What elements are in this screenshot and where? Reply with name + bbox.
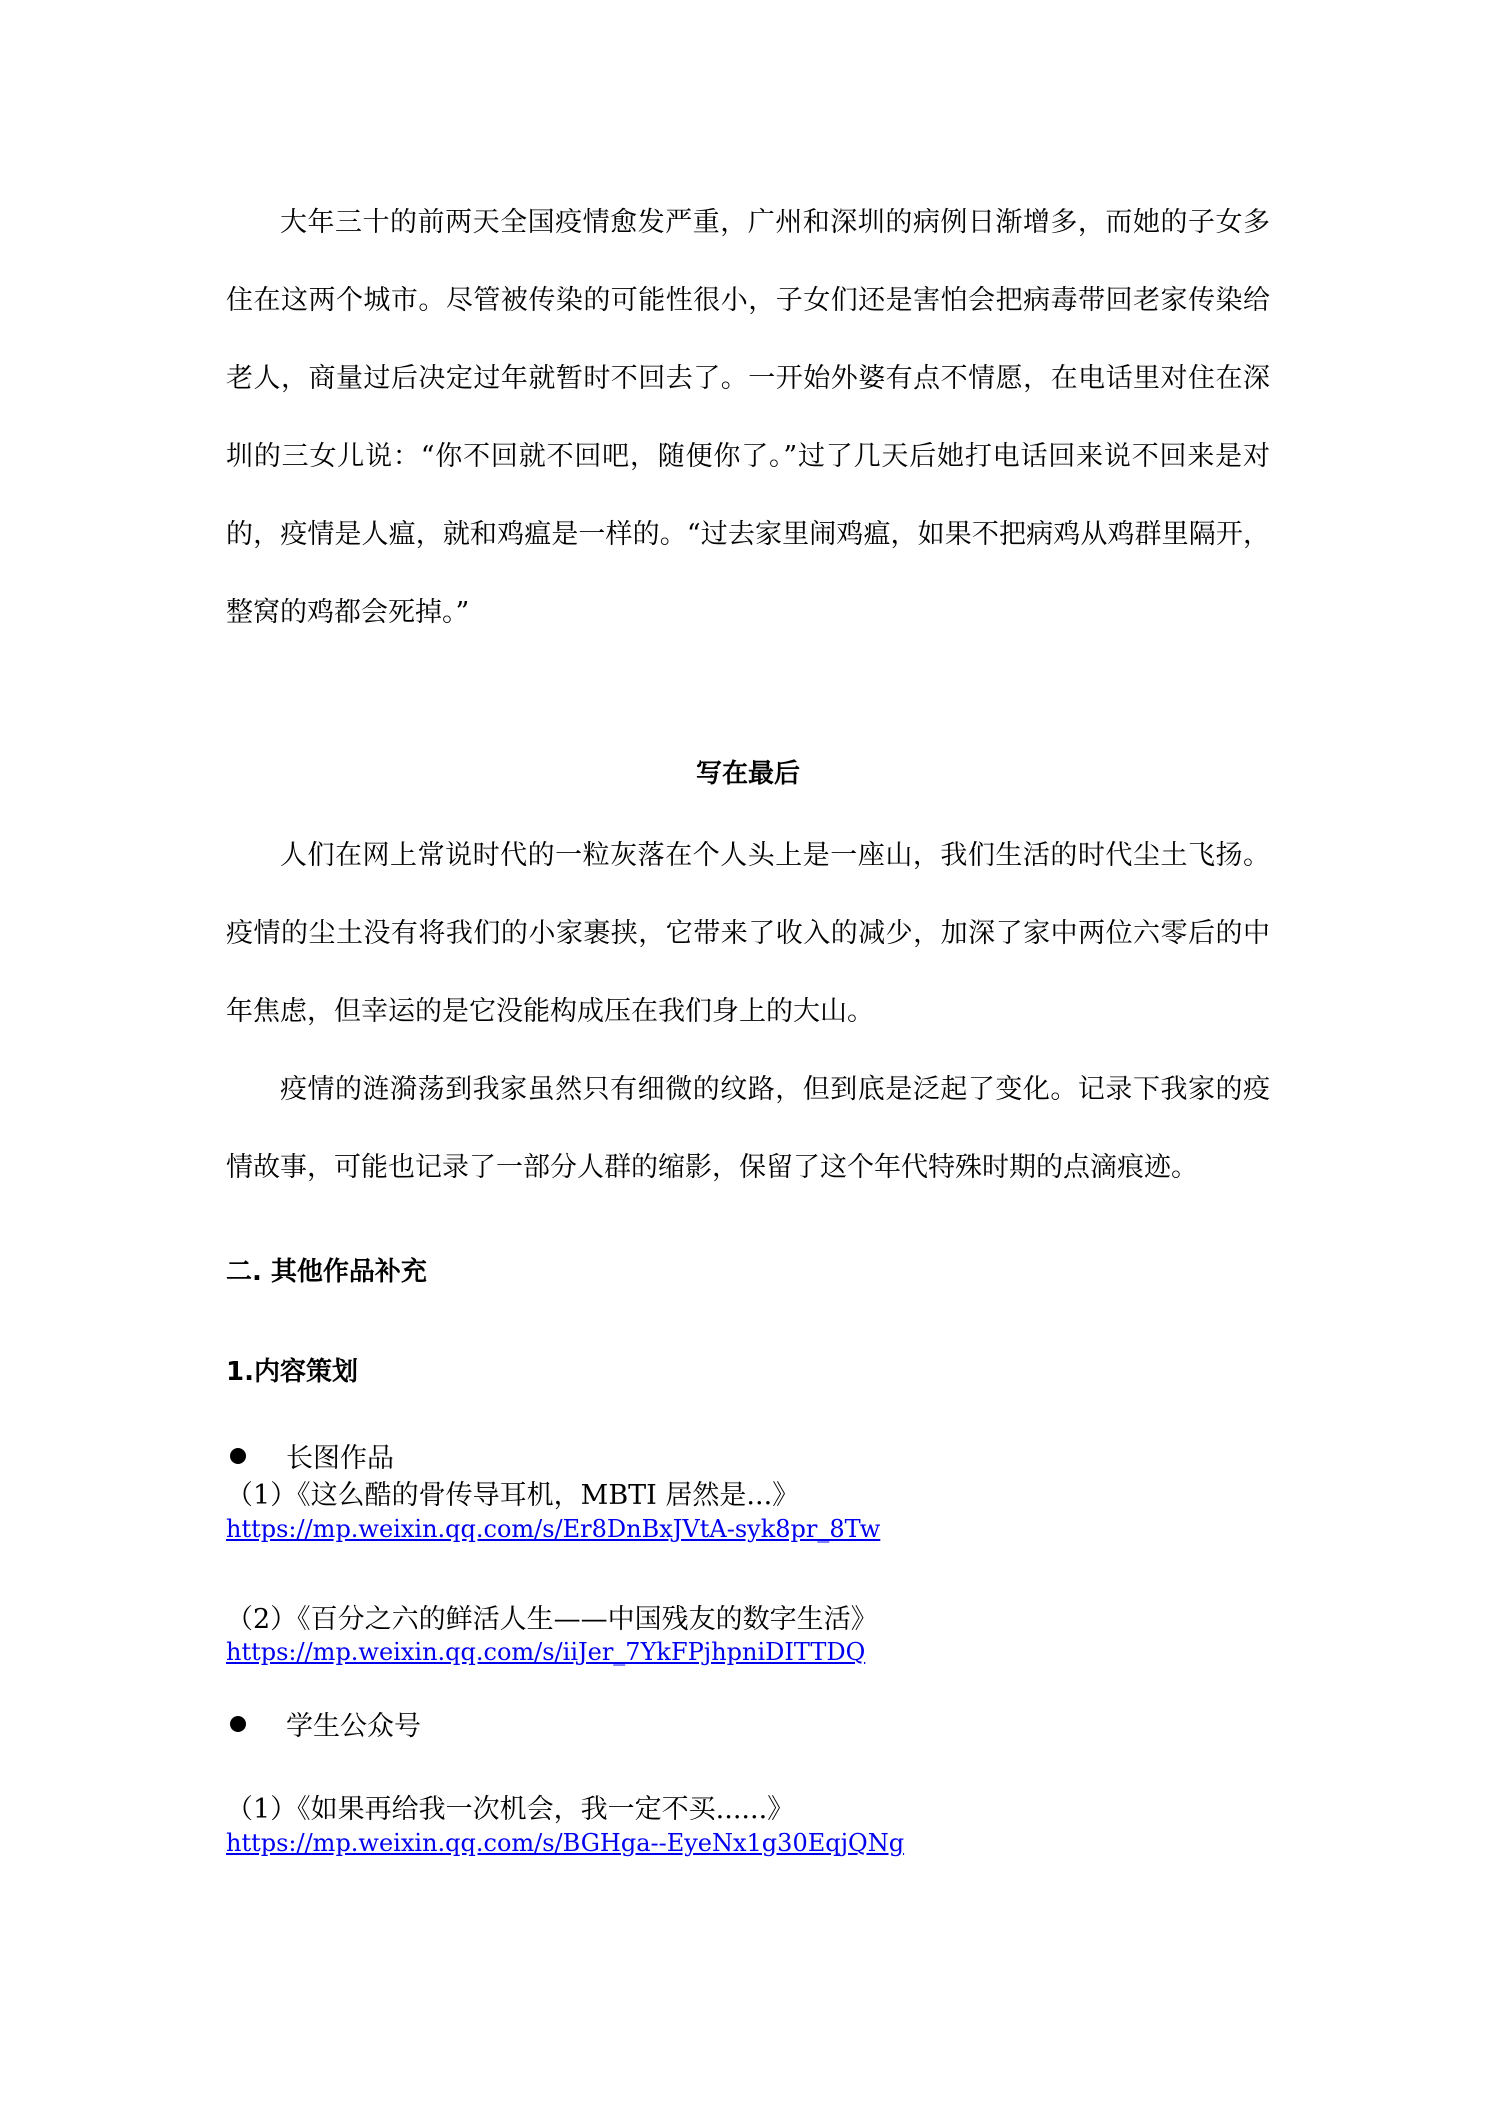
work-link[interactable]: https://mp.weixin.qq.com/s/Er8DnBxJVtA-syk8pr_8Tw (226, 1515, 881, 1543)
section-heading-other-works: 二. 其他作品补充 (226, 1257, 427, 1287)
bullet-dot-icon (230, 1716, 246, 1732)
paragraph-epidemic-family: 大年三十的前两天全国疫情愈发严重，广州和深圳的病例日渐增多，而她的子女多住在这两个城市。尽管被传染的可能性很小，子女们还是害怕会把病毒带回老家传染给老人，商量过后决定过年就暂时不回去了。一开始外婆有点不情愿，在电话里对住在深圳的三女儿说：“你不回就不回吧，随便你了。”过了几天后她打电话回来说不回来是对的，疫情是人瘟，就和鸡瘟是一样的。“过去家里闹鸡瘟，如果不把病鸡从鸡群里隔开，整窝的鸡都会死掉。” (226, 207, 1270, 628)
bullet-label: 长图作品 (286, 1443, 394, 1474)
work-link[interactable]: https://mp.weixin.qq.com/s/BGHga--EyeNx1g30EqjQNg (226, 1829, 905, 1857)
work-link[interactable]: https://mp.weixin.qq.com/s/iiJer_7YkFPjhpniDITTDQ (226, 1638, 866, 1666)
subheading-content-planning: 1.内容策划 (226, 1357, 358, 1387)
work-title: （2）《百分之六的鲜活人生——中国残友的数字生活》 (226, 1604, 878, 1635)
heading-final-words: 写在最后 (695, 759, 800, 789)
bullet-long-image-works (226, 1436, 394, 1475)
work-title: （1）《如果再给我一次机会，我一定不买......》 (226, 1794, 795, 1825)
work-title: （1）《这么酷的骨传导耳机，MBTI 居然是...》 (226, 1480, 800, 1511)
paragraph-ripples: 疫情的涟漪荡到我家虽然只有细微的纹路，但到底是泛起了变化。记录下我家的疫情故事，可能也记录了一部分人群的缩影，保留了这个年代特殊时期的点滴痕迹。 (226, 1074, 1270, 1183)
bullet-student-account (226, 1704, 421, 1743)
bullet-label: 学生公众号 (286, 1711, 421, 1742)
paragraph-era-dust: 人们在网上常说时代的一粒灰落在个人头上是一座山，我们生活的时代尘土飞扬。疫情的尘土没有将我们的小家裹挟，它带来了收入的减少，加深了家中两位六零后的中年焦虑，但幸运的是它没能构成压在我们身上的大山。 (226, 840, 1270, 1027)
bullet-dot-icon (230, 1448, 246, 1464)
